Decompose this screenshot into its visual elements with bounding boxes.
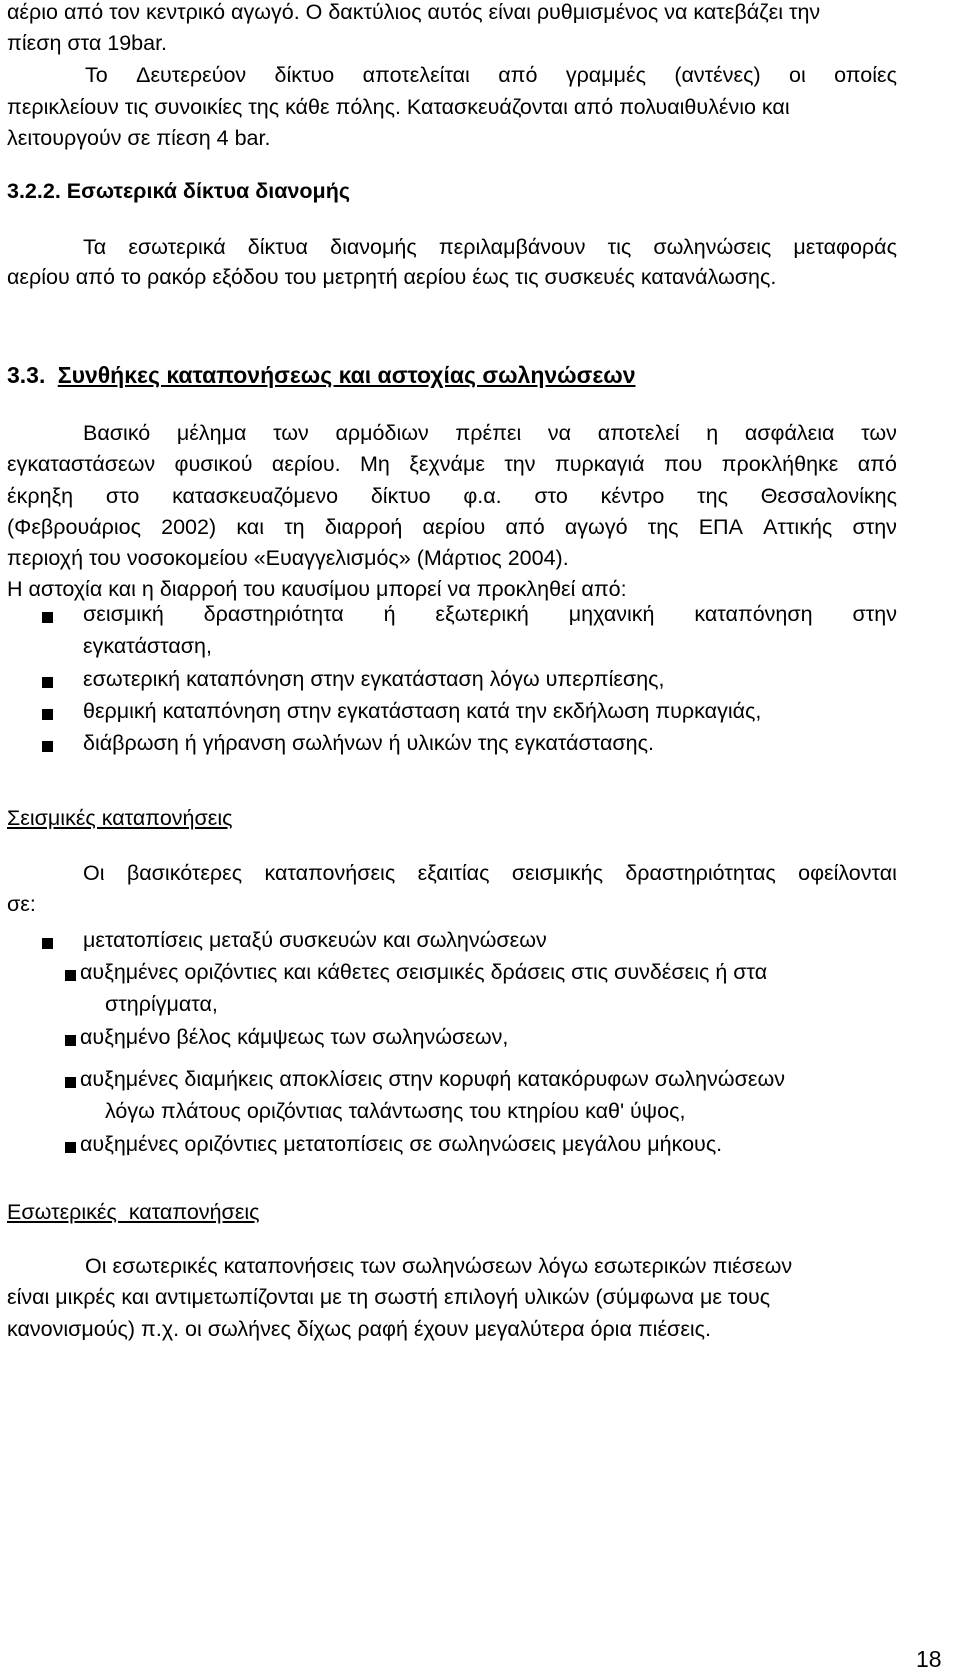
list-item: αυξημένες διαμήκεις αποκλίσεις στην κορυφή κατακόρυφων σωληνώσεων — [80, 1067, 785, 1091]
top-line-3 — [85, 63, 897, 88]
word: πυρκαγιά — [554, 452, 645, 476]
word: που — [664, 452, 703, 476]
bullet-square-icon — [42, 612, 53, 623]
word: ή — [383, 602, 396, 626]
word: καταπόνηση — [694, 602, 813, 626]
word: αποτελεί — [597, 421, 680, 445]
word: Οι — [83, 861, 105, 885]
word: Μη — [360, 452, 390, 476]
word: εξωτερική — [435, 602, 529, 626]
word: δραστηριότητα — [203, 602, 344, 626]
list-item: αυξημένες οριζόντιες μετατοπίσεις σε σωληνώσεις μεγάλου μήκους. — [80, 1132, 723, 1156]
word: της — [647, 515, 679, 539]
word: οφείλονται — [798, 861, 897, 885]
list-item: αυξημένο βέλος κάμψεως των σωληνώσεων, — [80, 1025, 509, 1049]
list-item: αυξημένες οριζόντιες και κάθετες σεισμικές δράσεις στις συνδέσεις ή στα — [80, 960, 768, 984]
word: φυσικού — [174, 452, 253, 476]
bullet-square-icon — [42, 938, 53, 949]
list-item: θερμική καταπόνηση στην εγκατάσταση κατά την εκδήλωση πυρκαγιάς, — [83, 699, 762, 723]
word: να — [547, 421, 572, 445]
word: των — [861, 421, 897, 445]
word: φ.α. — [463, 484, 502, 508]
word: τις — [607, 235, 632, 259]
word: των — [273, 421, 309, 445]
word: αποτελείται — [362, 63, 470, 87]
bullet-square-icon — [42, 677, 53, 688]
seismic-heading: Σεισμικές καταπονήσεις — [7, 806, 233, 830]
section-322-line-1 — [83, 235, 897, 260]
word: διανομής — [330, 235, 417, 259]
word: μεταφοράς — [793, 235, 897, 259]
word: καταπονήσεις — [264, 861, 396, 885]
section-33-p-line-6: Η αστοχία και η διαρροή του καυσίμου μπορεί να προκληθεί από: — [7, 577, 627, 601]
list-item-continuation: στηρίγματα, — [105, 992, 218, 1016]
word: αερίου — [422, 515, 486, 539]
section-33-p-line-3 — [7, 484, 897, 509]
word: και — [236, 515, 265, 539]
bullet-square-icon — [65, 970, 76, 981]
section-33-number: 3.3. — [7, 362, 46, 388]
section-33-p-line-1 — [83, 421, 897, 446]
seismic-intro-2: σε: — [7, 892, 36, 916]
word: ασφάλεια — [744, 421, 835, 445]
word: σεισμικής — [511, 861, 603, 885]
word: ξεχνάμε — [409, 452, 485, 476]
word: δραστηριότητας — [625, 861, 776, 885]
word: οποίες — [834, 63, 897, 87]
word: πρέπει — [455, 421, 522, 445]
word: Αττικής — [763, 515, 833, 539]
word: στο — [534, 484, 568, 508]
word: Το — [85, 63, 108, 87]
word: ΕΠΑ — [698, 515, 743, 539]
word: προκλήθηκε — [721, 452, 839, 476]
word: η — [706, 421, 719, 445]
section-322-heading: 3.2.2. Εσωτερικά δίκτυα διανομής — [7, 179, 351, 203]
list-item-continuation: εγκατάσταση, — [83, 634, 212, 658]
word: μηχανική — [568, 602, 655, 626]
bullet-square-icon — [65, 1077, 76, 1088]
bullet-square-icon — [42, 741, 53, 752]
word: αερίου. — [271, 452, 341, 476]
word: της — [697, 484, 728, 508]
top-line-2: πίεση στα 19bar. — [7, 31, 168, 55]
list-item: μετατοπίσεις μεταξύ συσκευών και σωληνώσεων — [83, 928, 547, 952]
bullet-square-icon — [65, 1142, 76, 1153]
list-item — [83, 602, 897, 627]
top-line-1: αέριο από τον κεντρικό αγωγό. Ο δακτύλιος αυτός είναι ρυθμισμένος να κατεβάζει την — [7, 0, 821, 24]
word: την — [504, 452, 536, 476]
section-33-p-line-2 — [7, 452, 897, 477]
page-number: 18 — [916, 1646, 942, 1672]
internal-line-3: κανονισμούς) π.χ. οι σωλήνες δίχως ραφή έχουν μεγαλύτερα όρια πιέσεις. — [7, 1317, 712, 1341]
top-line-4: περικλείουν τις συνοικίες της κάθε πόλης. Κατασκευάζονται από πολυαιθυλένιο και — [7, 95, 790, 119]
list-item: διάβρωση ή γήρανση σωλήνων ή υλικών της εγκατάστασης. — [83, 731, 654, 755]
word: Τα — [83, 235, 107, 259]
word: τη — [284, 515, 305, 539]
list-item-continuation: λόγω πλάτους οριζόντιας ταλάντωσης του κτηρίου καθ' ύψος, — [105, 1099, 686, 1123]
word: κέντρο — [600, 484, 665, 508]
word: εσωτερικά — [128, 235, 226, 259]
word: δίκτυο — [370, 484, 431, 508]
section-33-title: Συνθήκες καταπονήσεως και αστοχίας σωληνώσεων — [57, 362, 636, 388]
word: βασικότερες — [126, 861, 243, 885]
word: μέλημα — [176, 421, 247, 445]
word: στην — [852, 602, 897, 626]
word: Θεσσαλονίκης — [760, 484, 897, 508]
list-item: εσωτερική καταπόνηση στην εγκατάσταση λόγω υπερπίεσης, — [83, 667, 665, 691]
word: έκρηξη — [7, 484, 74, 508]
word: από — [498, 63, 538, 87]
word: σωληνώσεις — [653, 235, 772, 259]
word: δίκτυα — [247, 235, 308, 259]
seismic-intro — [83, 861, 897, 886]
section-33-p-line-5: περιοχή του νοσοκομείου «Ευαγγελισμός» (Μάρτιος 2004). — [7, 546, 569, 570]
word: σεισμική — [83, 602, 164, 626]
section-33-heading — [7, 362, 635, 388]
word: περιλαμβάνουν — [438, 235, 586, 259]
word: από — [505, 515, 545, 539]
word: διαρροή — [324, 515, 403, 539]
word: δίκτυο — [274, 63, 335, 87]
word: (Φεβρουάριος — [7, 515, 141, 539]
word: οι — [788, 63, 806, 87]
internal-line-2: είναι μικρές και αντιμετωπίζονται με τη σωστή επιλογή υλικών (σύμφωνα με τους — [7, 1285, 771, 1309]
word: Βασικό — [83, 421, 151, 445]
word: (αντένες) — [674, 63, 761, 87]
word: Δευτερεύον — [136, 63, 247, 87]
word: κατασκευαζόμενο — [172, 484, 339, 508]
word: εγκαταστάσεων — [7, 452, 156, 476]
top-line-5: λειτουργούν σε πίεση 4 bar. — [7, 126, 271, 150]
bullet-square-icon — [42, 709, 53, 720]
word: εξαιτίας — [417, 861, 490, 885]
internal-line-1: Οι εσωτερικές καταπονήσεις των σωληνώσεων λόγω εσωτερικών πιέσεων — [85, 1254, 793, 1278]
word: 2002) — [161, 515, 217, 539]
word: αρμόδιων — [335, 421, 429, 445]
word: από — [857, 452, 897, 476]
word: αγωγό — [564, 515, 628, 539]
section-33-p-line-4 — [7, 515, 897, 540]
section-322-line-2: αερίου από το ρακόρ εξόδου του μετρητή αερίου έως τις συσκευές κατανάλωσης. — [7, 265, 777, 289]
internal-heading: Εσωτερικές καταπονήσεις — [7, 1200, 260, 1224]
word: στο — [105, 484, 140, 508]
word: στην — [852, 515, 897, 539]
bullet-square-icon — [65, 1035, 76, 1046]
word: γραμμές — [565, 63, 646, 87]
